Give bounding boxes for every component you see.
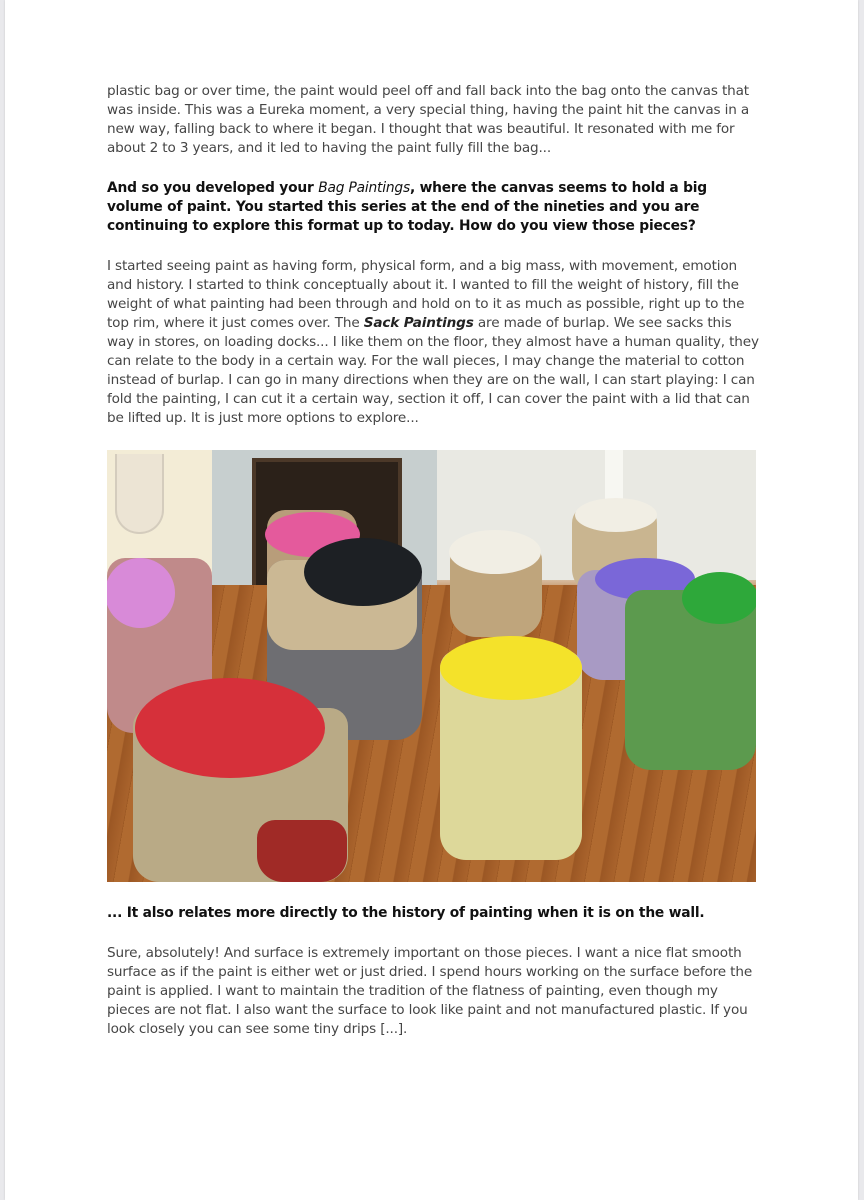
document-page bbox=[5, 0, 858, 1200]
question-wall-history: ... It also relates more directly to the history of painting when it is on the wall. bbox=[107, 905, 705, 921]
wall-hook-sculpture bbox=[115, 454, 164, 534]
answer-paragraph-1: plastic bag or over time, the paint would peel off and fall back into the bag onto the canvas that was inside. This was a Eureka moment, a very special thing, having the paint hit the canvas in a new way, falling back to where it began. I thought that was beautiful. It resonated with me for about 2 to 3 years, and it led to having the paint fully fill the bag... bbox=[107, 83, 750, 156]
question-bag-paintings: And so you developed your Bag Paintings, where the canvas seems to hold a big volume of paint. You started this series at the end of the nineties and you are continuing to explore this format up to today. How do you view those pieces? bbox=[107, 180, 707, 234]
answer-paragraph-3: Sure, absolutely! And surface is extremely important on those pieces. I want a nice flat smooth surface as if the paint is either wet or just dried. I spend hours working on the surface before the paint is applied. I want to maintain the tradition of the flatness of painting, even though my pieces are not flat. I also want the surface to look like paint and not manufactured plastic. If you look closely you can see some tiny drips [...]. bbox=[107, 945, 753, 1037]
italic-title-bag-paintings: Bag Paintings bbox=[318, 180, 410, 196]
sack-paintings-photo bbox=[107, 450, 756, 882]
article-body bbox=[107, 82, 759, 1039]
answer-paragraph-2: I started seeing paint as having form, physical form, and a big mass, with movement, emotion and history. I started to think conceptually about it. I wanted to fill the weight of history, fill the weight of what painting had been through and hold on to it as much as possible, right up to the top rim, where it just comes over. The Sack Paintings are made of burlap. We see sacks this way in stores, on loading docks... I like them on the floor, they almost have a human quality, they can relate to the body in a certain way. For the wall pieces, I may change the material to cotton instead of burlap. I can go in many directions when they are on the wall, I can start playing: I can fold the painting, I can cut it a certain way, section it off, I can cover the paint with a lid that can be lifted up. It is just more options to explore... bbox=[107, 258, 759, 426]
italic-title-sack-paintings: Sack Paintings bbox=[363, 315, 474, 331]
